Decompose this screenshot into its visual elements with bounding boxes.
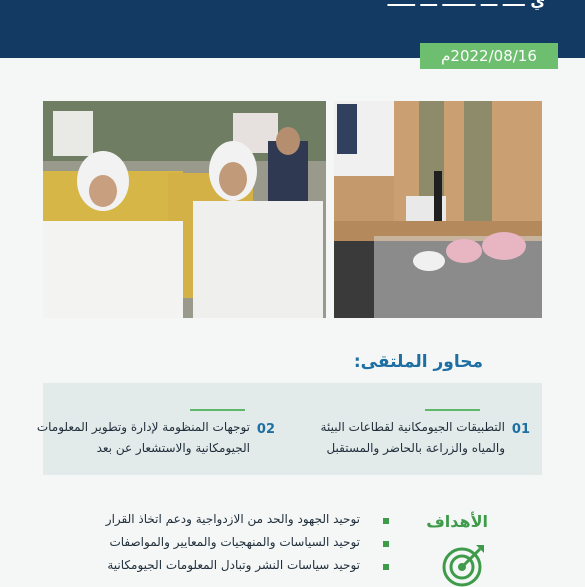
event-photo-attendees — [43, 101, 326, 318]
axis-divider — [190, 409, 245, 411]
attendees-photo-illustration — [43, 101, 326, 318]
header-title: ي ــــ ـــ ــــــ ـــ ـــــ — [387, 0, 545, 10]
axis-number: 01 — [511, 422, 530, 437]
goal-item: توحيد السياسات والمنهجيات والمعايير والمواصفات — [109, 535, 360, 549]
axis-item-02 — [36, 409, 275, 469]
axis-divider — [425, 409, 480, 411]
goal-item: توحيد الجهود والحد من الازدواجية ودعم اتخاذ القرار — [105, 512, 360, 526]
goal-item: توحيد سياسات النشر وتبادل المعلومات الجيومكانية — [107, 558, 360, 572]
axis-item-01 — [310, 409, 530, 469]
axis-text-line-1: توجهات المنظومة لإدارة وتطوير المعلومات — [36, 420, 250, 434]
goal-bullet — [383, 518, 389, 524]
axis-number: 02 — [256, 422, 275, 437]
hall-photo-illustration — [334, 101, 542, 318]
goal-bullet — [383, 541, 389, 547]
axis-text-line-2: والمياه والزراعة بالحاضر والمستقبل — [326, 441, 505, 455]
axis-text-line-1: التطبيقات الجيومكانية لقطاعات البيئة — [320, 420, 505, 434]
event-photo-hall — [334, 101, 542, 318]
section-title-axes: محاور الملتقى: — [353, 352, 483, 372]
target-icon — [442, 543, 486, 587]
goal-bullet — [383, 564, 389, 570]
axis-text-line-2: الجيومكانية والاستشعار عن بعد — [96, 441, 250, 455]
goals-title: الأهداف — [426, 512, 488, 531]
date-badge: 2022/08/16م — [420, 43, 558, 69]
